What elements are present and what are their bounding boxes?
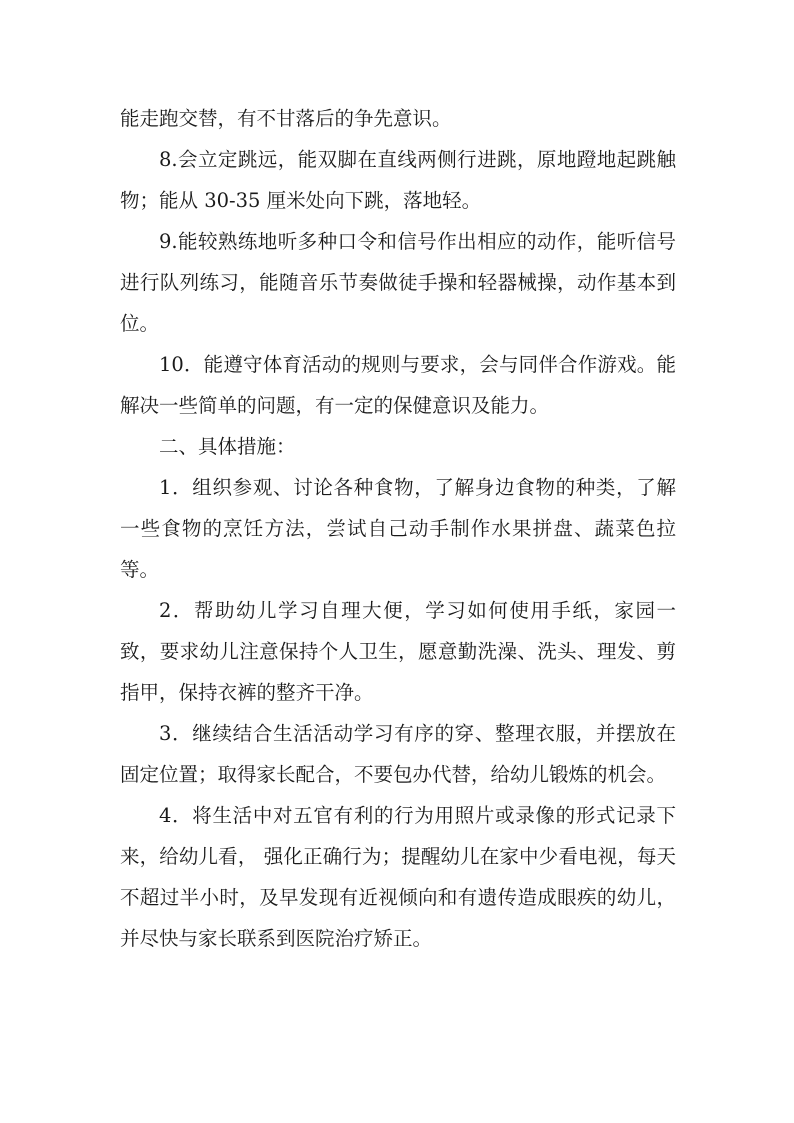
paragraph-measure-3: 3．继续结合生活活动学习有序的穿、整理衣服，并摆放在固定位置；取得家长配合，不要包办代替，给幼儿锻炼的机会。 (120, 722, 676, 786)
section-heading-measures: 二、具体措施： (159, 435, 296, 458)
paragraph-measure-2: 2．帮助幼儿学习自理大便，学习如何使用手纸，家园一致，要求幼儿注意保持个人卫生，愿意勤洗澡、洗头、理发、剪指甲，保持衣裤的整齐干净。 (120, 599, 676, 704)
paragraph-continuation: 能走跑交替，有不甘落后的争先意识。 (120, 107, 452, 130)
paragraph-measure-4: 4．将生活中对五官有利的行为用照片或录像的形式记录下来，给幼儿看， 强化正确行为；提醒幼儿在家中少看电视，每天不超过半小时，及早发现有近视倾向和有遗传造成眼疾的幼儿，并尽快与家长联系到医院治疗矫正。 (120, 804, 676, 950)
paragraph-item-10: 10．能遵守体育活动的规则与要求，会与同伴合作游戏。能解决一些简单的问题，有一定的保健意识及能力。 (120, 353, 676, 417)
body-text (120, 98, 676, 959)
paragraph-item-9: 9.能较熟练地听多种口令和信号作出相应的动作，能听信号进行队列练习，能随音乐节奏做徒手操和轻器械操，动作基本到位。 (120, 230, 676, 335)
paragraph-item-8: 8.会立定跳远，能双脚在直线两侧行进跳，原地蹬地起跳触物；能从 30-35 厘米处向下跳，落地轻。 (120, 148, 676, 212)
paragraph-measure-1: 1．组织参观、讨论各种食物，了解身边食物的种类，了解一些食物的烹饪方法，尝试自己动手制作水果拼盘、蔬菜色拉等。 (120, 476, 676, 581)
